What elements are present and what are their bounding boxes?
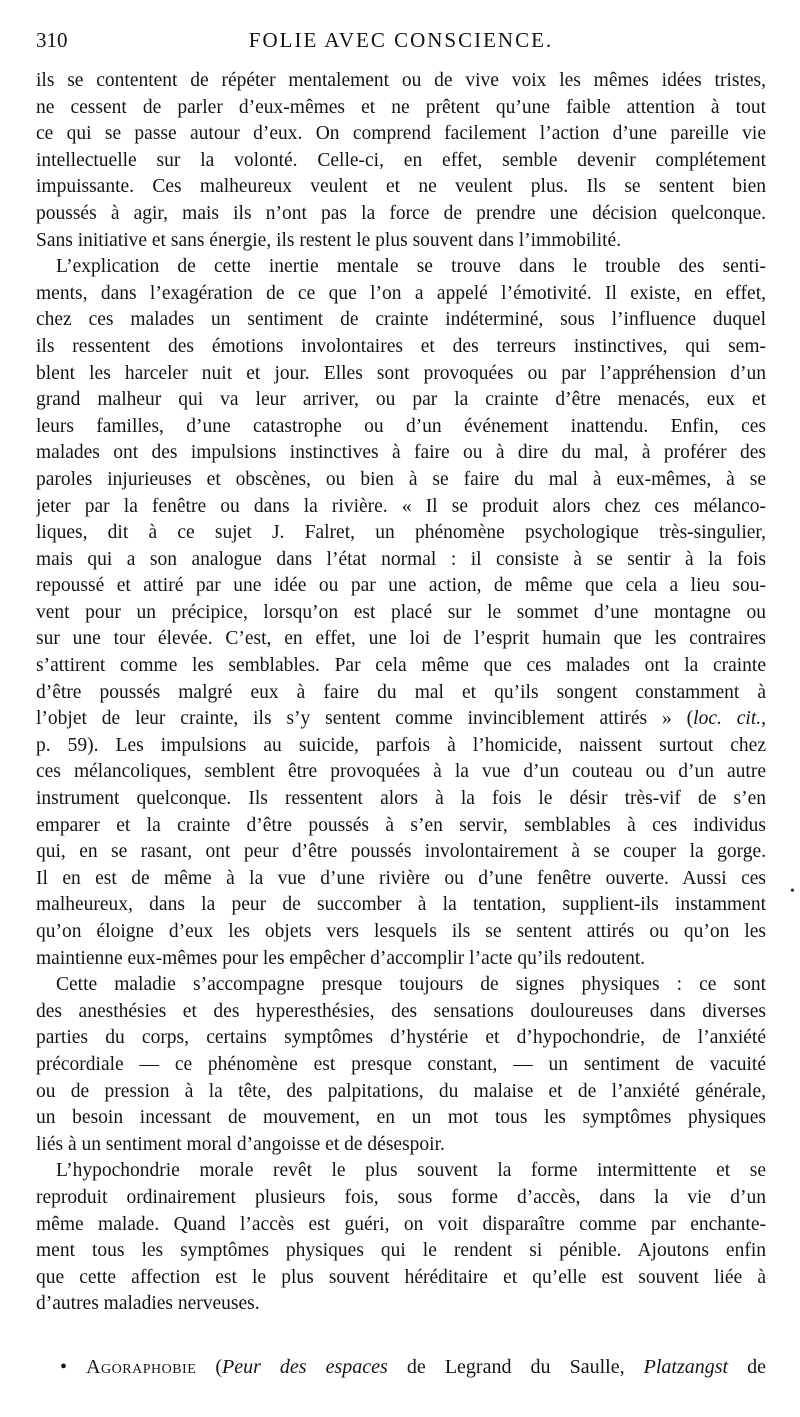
text-line: sur une tour élevée. C’est, en effet, une loi de l’esprit humain que les contraires <box>36 628 766 650</box>
text-line: blent les harceler nuit et jour. Elles sont provoquées ou par l’appréhension d’un <box>36 362 766 384</box>
section-bullet: • <box>60 1356 68 1378</box>
text-line: ou de pression à la tête, des palpitations, du malaise et de l’anxiété générale, <box>36 1080 766 1102</box>
text-line: chez ces malades un sentiment de crainte indéterminé, sous l’influence duquel <box>36 309 766 331</box>
section-heading-line <box>60 1352 766 1382</box>
margin-mark: • <box>790 884 795 899</box>
text-line: emparer et la crainte d’être poussés à s’en servir, semblables à ces individus <box>36 814 766 836</box>
text-line: d’être poussés malgré eux à faire du mal et qu’ils songent constamment à <box>36 681 766 703</box>
text-line: s’attirent comme les semblables. Par cela même que ces malades ont la crainte <box>36 655 766 677</box>
text-line: maintienne eux-mêmes pour les empêcher d’accomplir l’acte qu’ils redoutent. <box>36 947 646 969</box>
text-line: vent pour un précipice, lorsqu’on est placé sur le sommet d’une montagne ou <box>36 601 766 623</box>
text-line: l’objet de leur crainte, ils s’y sentent comme invinciblement attirés » (loc. cit., <box>36 708 766 730</box>
paragraph-start-line: L’explication de cette inertie mentale se trouve dans le trouble des senti- <box>56 256 766 278</box>
text-line: qui, en se rasant, ont peur d’être poussés involontairement à se couper la gorge. <box>36 841 766 863</box>
text-line: ments, dans l’exagération de ce que l’on a appelé l’émotivité. Il existe, en effet, <box>36 282 766 304</box>
text-line: que cette affection est le plus souvent héréditaire et qu’elle est souvent liée à <box>36 1266 766 1288</box>
text-line: p. 59). Les impulsions au suicide, parfois à l’homicide, naissent surtout chez <box>36 734 766 756</box>
text-line: ce qui se passe autour d’eux. On comprend facilement l’action d’une pareille vie <box>36 123 766 145</box>
text-line: intellectuelle sur la volonté. Celle-ci, en effet, semble devenir complétement <box>36 149 766 171</box>
text-line: d’autres maladies nerveuses. <box>36 1293 260 1315</box>
citation-italic: loc. cit., <box>693 708 766 730</box>
paragraph-start-line: Cette maladie s’accompagne presque toujours de signes physiques : ce sont <box>56 974 766 996</box>
text-line: des anesthésies et des hyperesthésies, des sensations douloureuses dans diverses <box>36 1000 766 1022</box>
text-line: impuissante. Ces malheureux veulent et ne veulent plus. Ils se sentent bien <box>36 176 766 198</box>
text-line: mais qui a son analogue dans l’état normal : il consiste à se sentir à la fois <box>36 548 766 570</box>
text-line: qu’on éloigne d’eux les objets vers lesquels ils se sentent attirés ou qu’on les <box>36 921 766 942</box>
text-line: repoussé et attiré par une idée ou par une action, de même que cela a lieu sou- <box>36 575 766 597</box>
italic-term-2: Platzangst <box>643 1356 729 1378</box>
text-line: un besoin incessant de mouvement, en un mot tous les symptômes physiques <box>36 1107 766 1129</box>
section-text-2: de <box>728 1356 767 1378</box>
page-number: 310 <box>36 28 68 52</box>
text-line: paroles injurieuses et obscènes, ou bien à se faire du mal à eux-mêmes, à se <box>36 468 766 490</box>
text-line: instrument quelconque. Ils ressentent alors à la fois le désir très-vif de s’en <box>36 788 766 810</box>
text-line: reproduit ordinairement plusieurs fois, sous forme d’accès, dans la vie d’un <box>36 1186 766 1208</box>
text-line: grand malheur qui va leur arriver, ou par la crainte d’être menacés, eux et <box>36 389 766 411</box>
text-line: malades ont des impulsions instinctives à faire ou à dire du mal, à proférer des <box>36 442 766 464</box>
text-line: parties du corps, certains symptômes d’hystérie et d’hypochondrie, de l’anxiété <box>36 1027 766 1049</box>
text-line: poussés à agir, mais ils n’ont pas la force de prendre une décision quelconque. <box>36 202 766 224</box>
text-line: ils ressentent des émotions involontaires et des terreurs instinctives, qui sem- <box>36 335 766 357</box>
section-heading: Agoraphobie <box>86 1356 197 1378</box>
text-line: liques, dit à ce sujet J. Falret, un phénomène psychologique très-singulier, <box>36 522 766 544</box>
paragraph-start-line: L’hypochondrie morale revêt le plus souvent la forme intermittente et se <box>56 1160 766 1182</box>
text-line: même malade. Quand l’accès est guéri, on voit disparaître comme par enchante- <box>36 1213 766 1235</box>
text-line: Il en est de même à la vue d’une rivière ou d’une fenêtre ouverte. Aussi ces <box>36 867 766 889</box>
text-line: liés à un sentiment moral d’angoisse et de désespoir. <box>36 1133 445 1155</box>
text-line: ils se contentent de répéter mentalement ou de vive voix les mêmes idées tristes, <box>36 70 766 91</box>
text-line: Sans initiative et sans énergie, ils restent le plus souvent dans l’immobilité. <box>36 229 622 251</box>
text-line: leurs familles, d’une catastrophe ou d’un événement inattendu. Enfin, ces <box>36 415 766 437</box>
text-line: ces mélancoliques, semblent être provoquées à la vue d’un couteau ou d’un autre <box>36 761 766 783</box>
italic-term-1: Peur des espaces <box>221 1356 388 1378</box>
open-parenthesis: ( <box>215 1356 222 1378</box>
text-line: jeter par la fenêtre ou dans la rivière. « Il se produit alors chez ces mélanco- <box>36 495 766 517</box>
text-line: ne cessent de parler d’eux-mêmes et ne prêtent qu’une faible attention à tout <box>36 96 766 118</box>
running-head <box>36 28 766 58</box>
running-title: FOLIE AVEC CONSCIENCE. <box>248 28 554 52</box>
body-text <box>36 68 766 1318</box>
text-line: précordiale — ce phénomène est presque constant, — un sentiment de vacuité <box>36 1053 766 1075</box>
text-line: ment tous les symptômes physiques qui le rendent si pénible. Ajoutons enfin <box>36 1240 766 1262</box>
text-line: malheureux, dans la peur de succomber à la tentation, supplient-ils instamment <box>36 894 766 916</box>
section-text-1: de Legrand du Saulle, <box>387 1356 644 1378</box>
